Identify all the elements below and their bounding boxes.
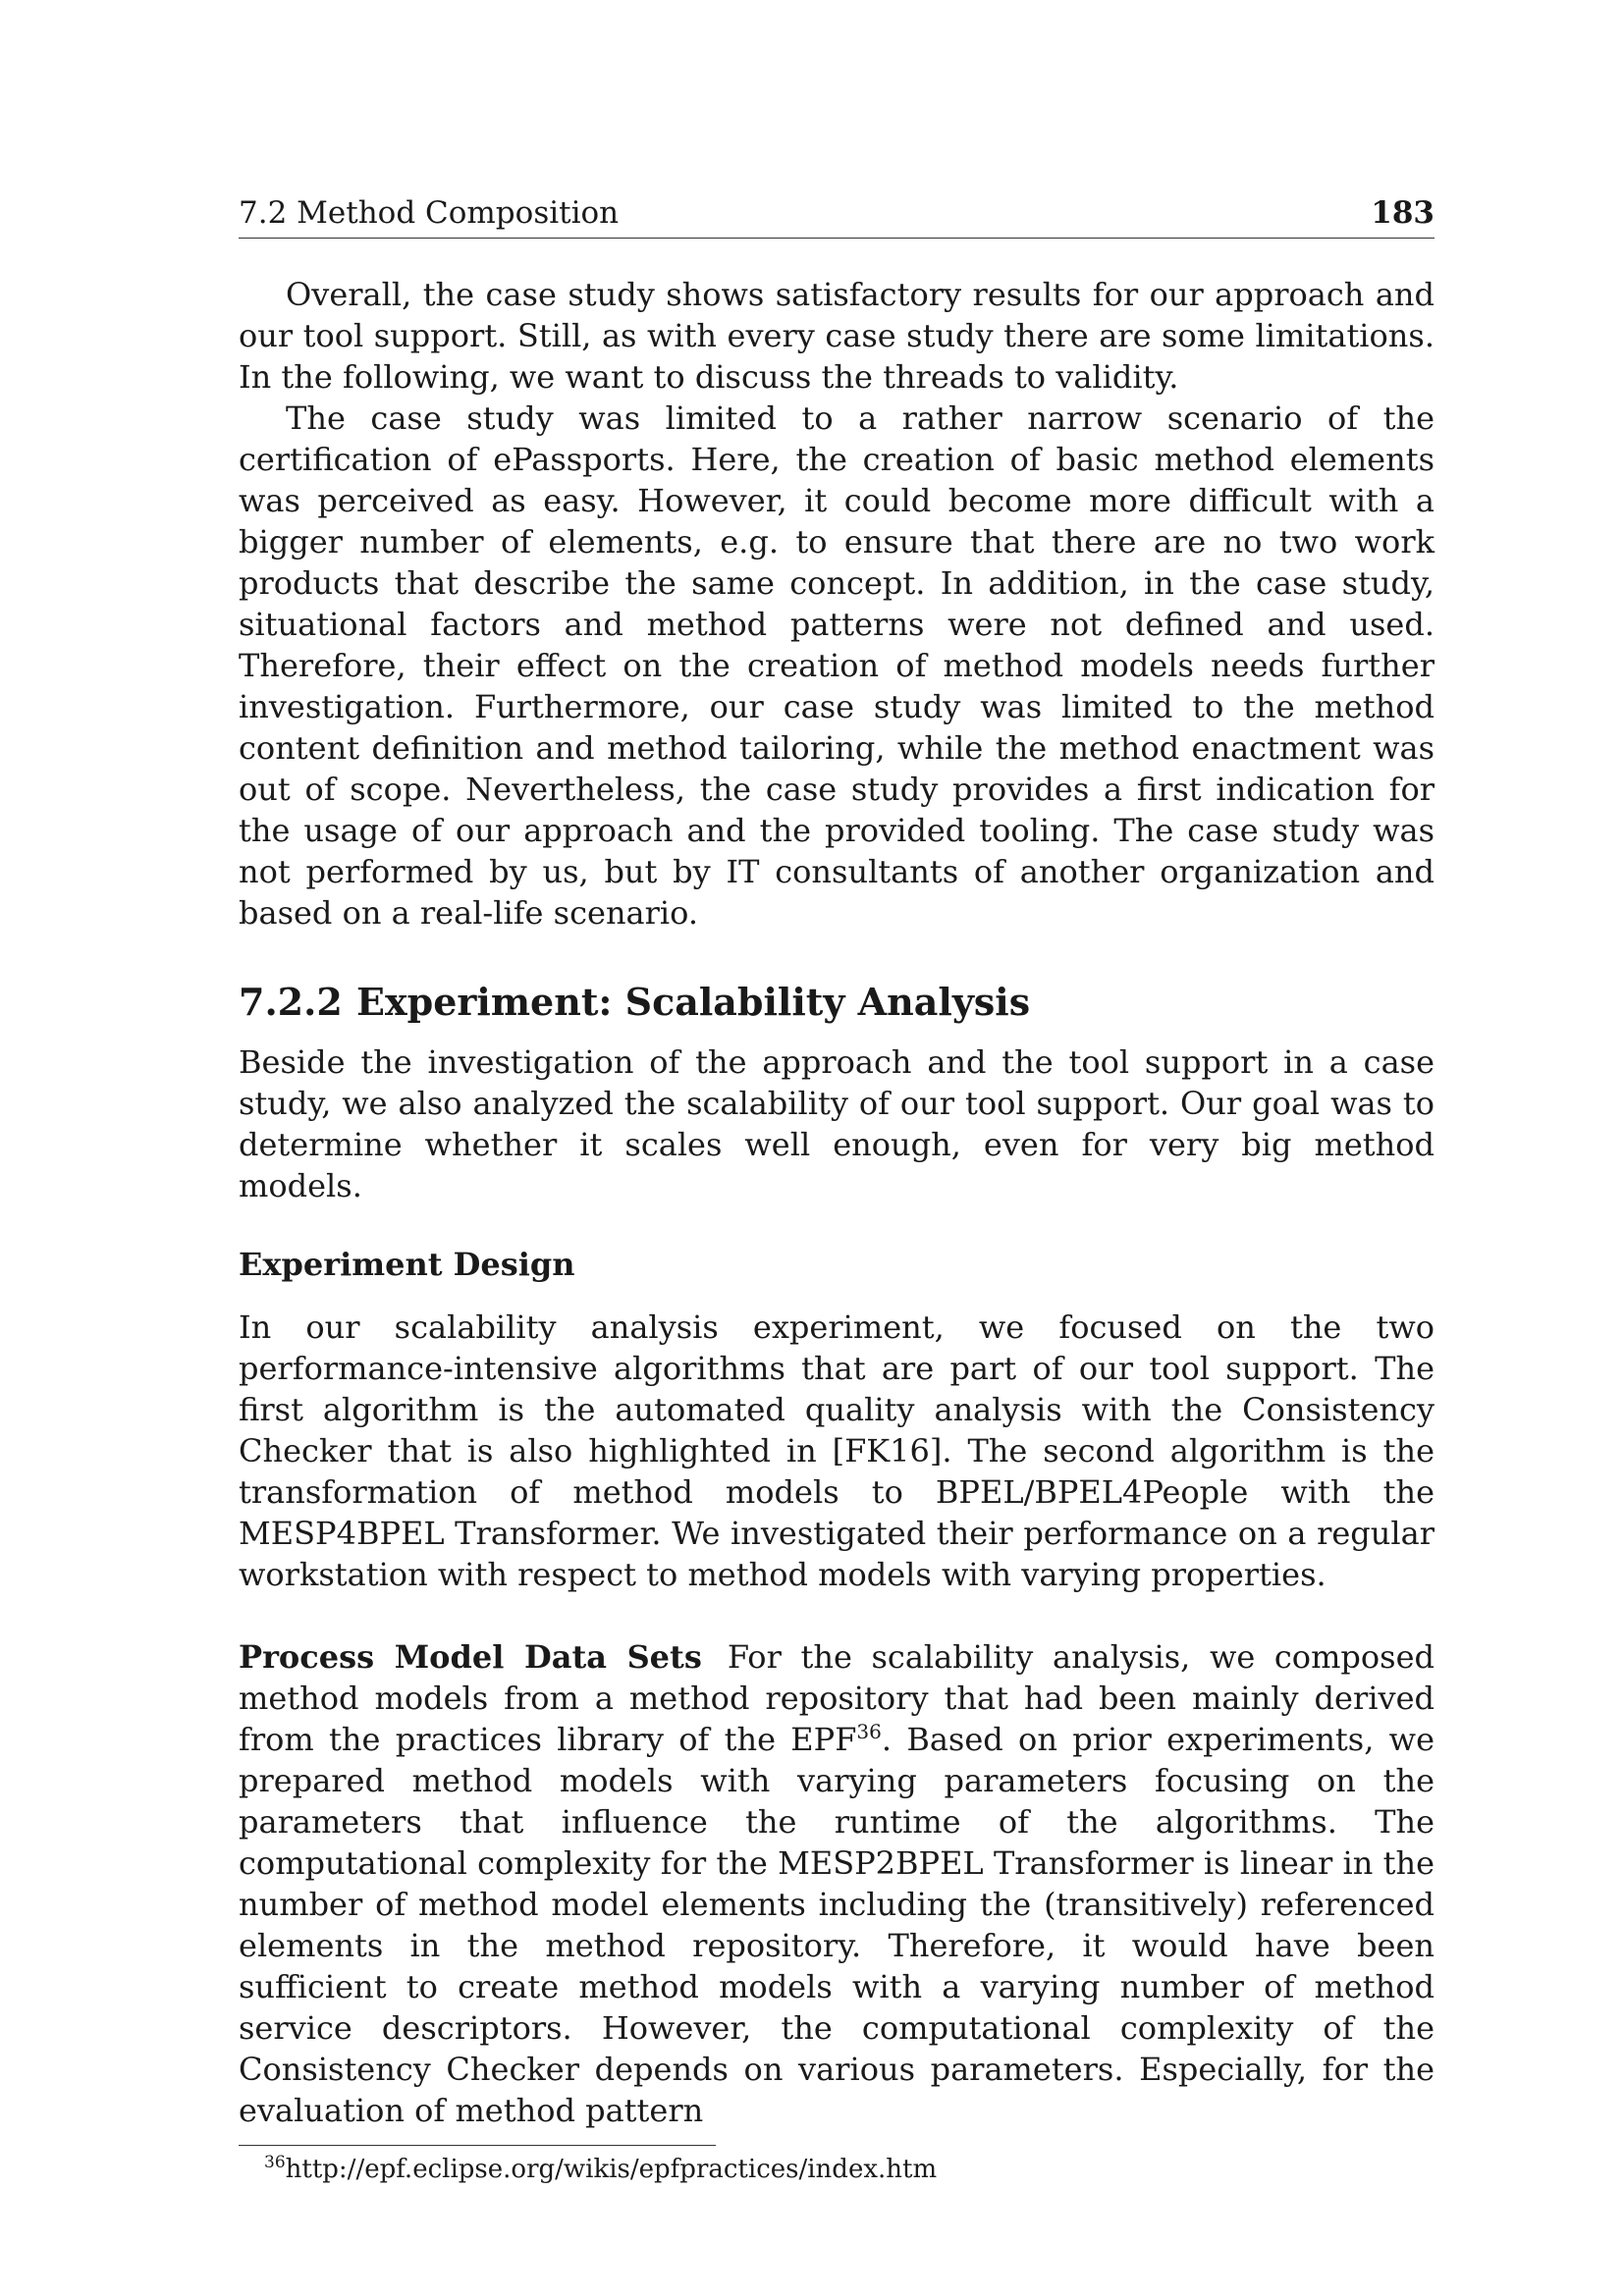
page	[239, 192, 1435, 2187]
data-sets-paragraph	[239, 1636, 1435, 2131]
intro-paragraph-1: Overall, the case study shows satisfactory results for our approach and our tool support. Still, as with every case study there are some limitations. In the following, we want to discuss the threads to validity.	[239, 276, 1435, 396]
footnote-rule	[239, 2145, 716, 2146]
body-text	[239, 274, 1435, 2187]
section-heading	[239, 977, 1435, 1028]
header-section-title: 7.2 Method Composition	[239, 195, 620, 231]
running-header	[239, 192, 1435, 239]
page-number: 183	[1371, 195, 1435, 231]
run-in-heading: Process Model Data Sets	[239, 1638, 702, 1676]
footnote-url: http://epf.eclipse.org/wikis/epfpractices/index.htm	[285, 2155, 938, 2184]
footnote	[239, 2152, 1435, 2187]
data-sets-text-after-note: . Based on prior experiments, we prepared method models with varying parameters focusing on the parameters that influence the runtime of the algorithms. The computational complexity for the MESP2BPEL Transformer is linear in the number of method model elements including the (transitively) referenced elements in the method repository. Therefore, it would have been sufficient to create method models with a varying number of method service descriptors. However, the computational complexity of the Consistency Checker depends on various parameters. Especially, for the evaluation of method pattern	[239, 1721, 1435, 2129]
section-title: Experiment: Scalability Analysis	[356, 980, 1031, 1024]
footnote-marker: 36	[264, 2153, 286, 2172]
subsection-heading: Experiment Design	[239, 1246, 575, 1283]
data-sets-text-before-note: For the scalability analysis, we composed method models from a method repository that had been mainly derived from the practices library of the EPF	[239, 1638, 1435, 1758]
intro-paragraph-2: The case study was limited to a rather narrow scenario of the certification of ePassports. Here, the creation of basic method elements was perceived as easy. However, it could become more difficult with a bigger number of elements, e.g. to ensure that there are no two work products that describe the same concept. In addition, in the case study, situational factors and method patterns were not defined and used. Therefore, their effect on the creation of method models needs further investigation. Furthermore, our case study was limited to the method content definition and method tailoring, while the method enactment was out of scope. Nevertheless, the case study provides a first indication for the usage of our approach and the provided tooling. The case study was not performed by us, but by IT consultants of another organization and based on a real-life scenario.	[239, 400, 1435, 932]
subsection-paragraph: In our scalability analysis experiment, we focused on the two performance-intensive algorithms that are part of our tool support. The first algorithm is the automated quality analysis with the Consistency Checker that is also highlighted in [FK16]. The second algorithm is the transformation of method models to BPEL/BPEL4People with the MESP4BPEL Transformer. We investigated their performance on a regular workstation with respect to method models with varying properties.	[239, 1308, 1435, 1593]
footnote-reference: 36	[856, 1720, 882, 1743]
section-number: 7.2.2	[239, 980, 343, 1024]
section-paragraph: Beside the investigation of the approach and the tool support in a case study, we also analyzed the scalability of our tool support. Our goal was to determine whether it scales well enough, even for very big method models.	[239, 1043, 1435, 1204]
